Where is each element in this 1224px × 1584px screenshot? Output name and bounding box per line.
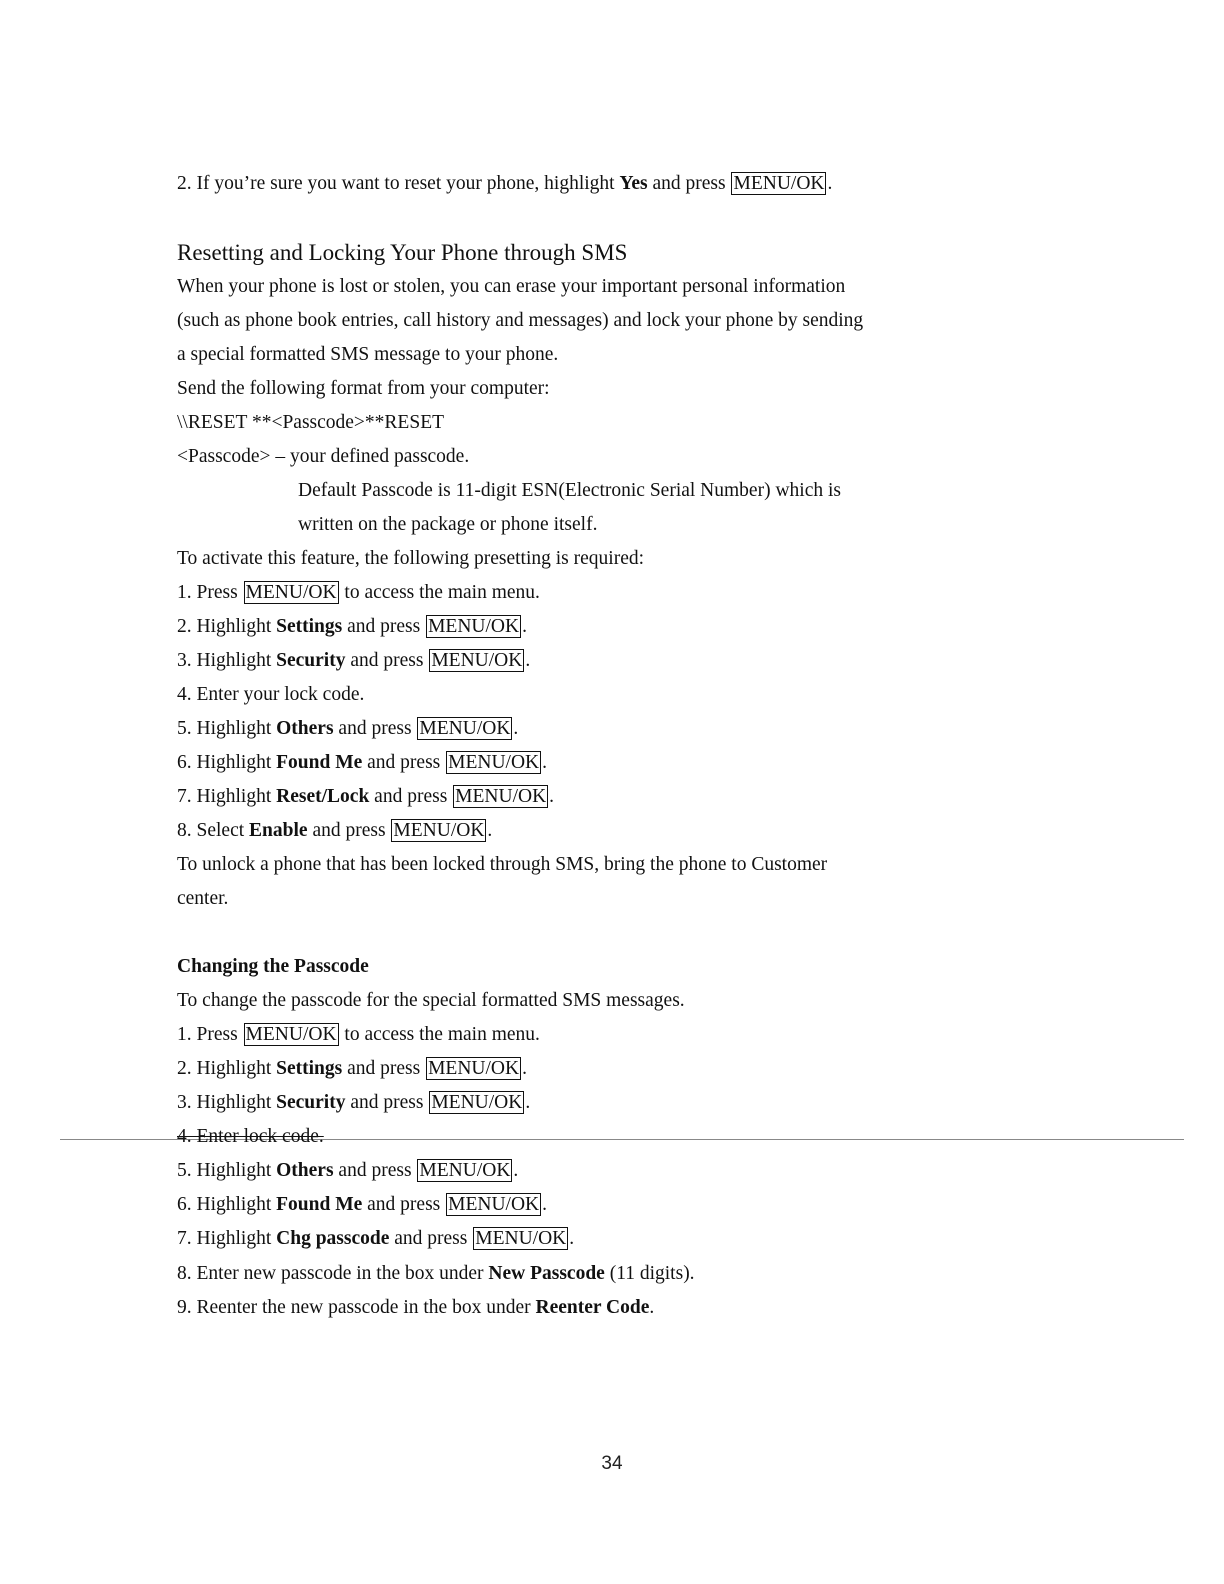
list-item: 4. Enter lock code. [177,1126,324,1147]
activate-intro: To activate this feature, the following presetting is required: [177,548,645,569]
unlock-note: To unlock a phone that has been locked through SMS, bring the phone to Customer [177,854,828,875]
list-item: 8. Enter new passcode in the box under New Passcode (11 digits). [177,1263,695,1284]
list-item: 1. Press MENU/OK to access the main menu. [177,582,540,603]
list-item: 3. Highlight Security and press MENU/OK . [177,1092,531,1113]
step-text: . [827,173,833,194]
section-title-reset-lock: Resetting and Locking Your Phone through SMS [177,240,628,265]
list-item: 5. Highlight Others and press MENU/OK . [177,1160,519,1181]
menu-ok-key: MENU/OK [419,718,511,739]
menu-ok-key: MENU/OK [455,786,547,807]
list-item: 1. Press MENU/OK to access the main menu. [177,1024,540,1045]
sms-command: \\RESET **<Passcode>**RESET [177,412,445,433]
menu-ok-key: MENU/OK [431,650,523,671]
paragraph-line: a special formatted SMS message to your phone. [177,344,559,365]
unlock-note: center. [177,888,229,909]
menu-ok-key: MENU/OK [733,173,825,194]
passcode-definition: <Passcode> – your defined passcode. [177,446,470,467]
paragraph-line: When your phone is lost or stolen, you can erase your important personal information [177,276,846,297]
list-item: 6. Highlight Found Me and press MENU/OK . [177,1194,548,1215]
menu-ok-key: MENU/OK [448,752,540,773]
menu-ok-key: MENU/OK [448,1194,540,1215]
list-item: 7. Highlight Reset/Lock and press MENU/OK . [177,786,555,807]
list-item: 7. Highlight Chg passcode and press MENU/OK . [177,1228,575,1249]
intro-step-2 [177,172,1104,196]
section-intro: To change the passcode for the special formatted SMS messages. [177,990,685,1011]
menu-ok-key: MENU/OK [245,1024,337,1045]
menu-ok-key: MENU/OK [393,820,485,841]
step-text: and press [647,173,731,194]
list-item: 4. Enter your lock code. [177,684,365,705]
section-title-change-passcode: Changing the Passcode [177,956,369,977]
menu-ok-key: MENU/OK [431,1092,523,1113]
menu-ok-key: MENU/OK [245,582,337,603]
list-item: 6. Highlight Found Me and press MENU/OK . [177,752,548,773]
list-item: 5. Highlight Others and press MENU/OK . [177,718,519,739]
list-item: 9. Reenter the new passcode in the box under Reenter Code. [177,1297,655,1318]
menu-ok-key: MENU/OK [428,616,520,637]
paragraph-line: (such as phone book entries, call history and messages) and lock your phone by sending [177,310,864,331]
list-item: 8. Select Enable and press MENU/OK . [177,820,493,841]
menu-ok-key: MENU/OK [419,1160,511,1181]
list-item: 2. Highlight Settings and press MENU/OK . [177,616,527,637]
send-format-text: Send the following format from your computer: [177,378,550,399]
step-text: 2. If you’re sure you want to reset your phone, highlight [177,173,620,194]
list-item: 2. Highlight Settings and press MENU/OK . [177,1058,527,1079]
list-item: 3. Highlight Security and press MENU/OK . [177,650,531,671]
default-passcode-note: Default Passcode is 11-digit ESN(Electronic Serial Number) which is [298,480,841,501]
step-bold-term: Yes [619,173,648,194]
menu-ok-key: MENU/OK [428,1058,520,1079]
page-number: 34 [601,1453,623,1474]
default-passcode-note: written on the package or phone itself. [298,514,598,535]
menu-ok-key: MENU/OK [475,1228,567,1249]
